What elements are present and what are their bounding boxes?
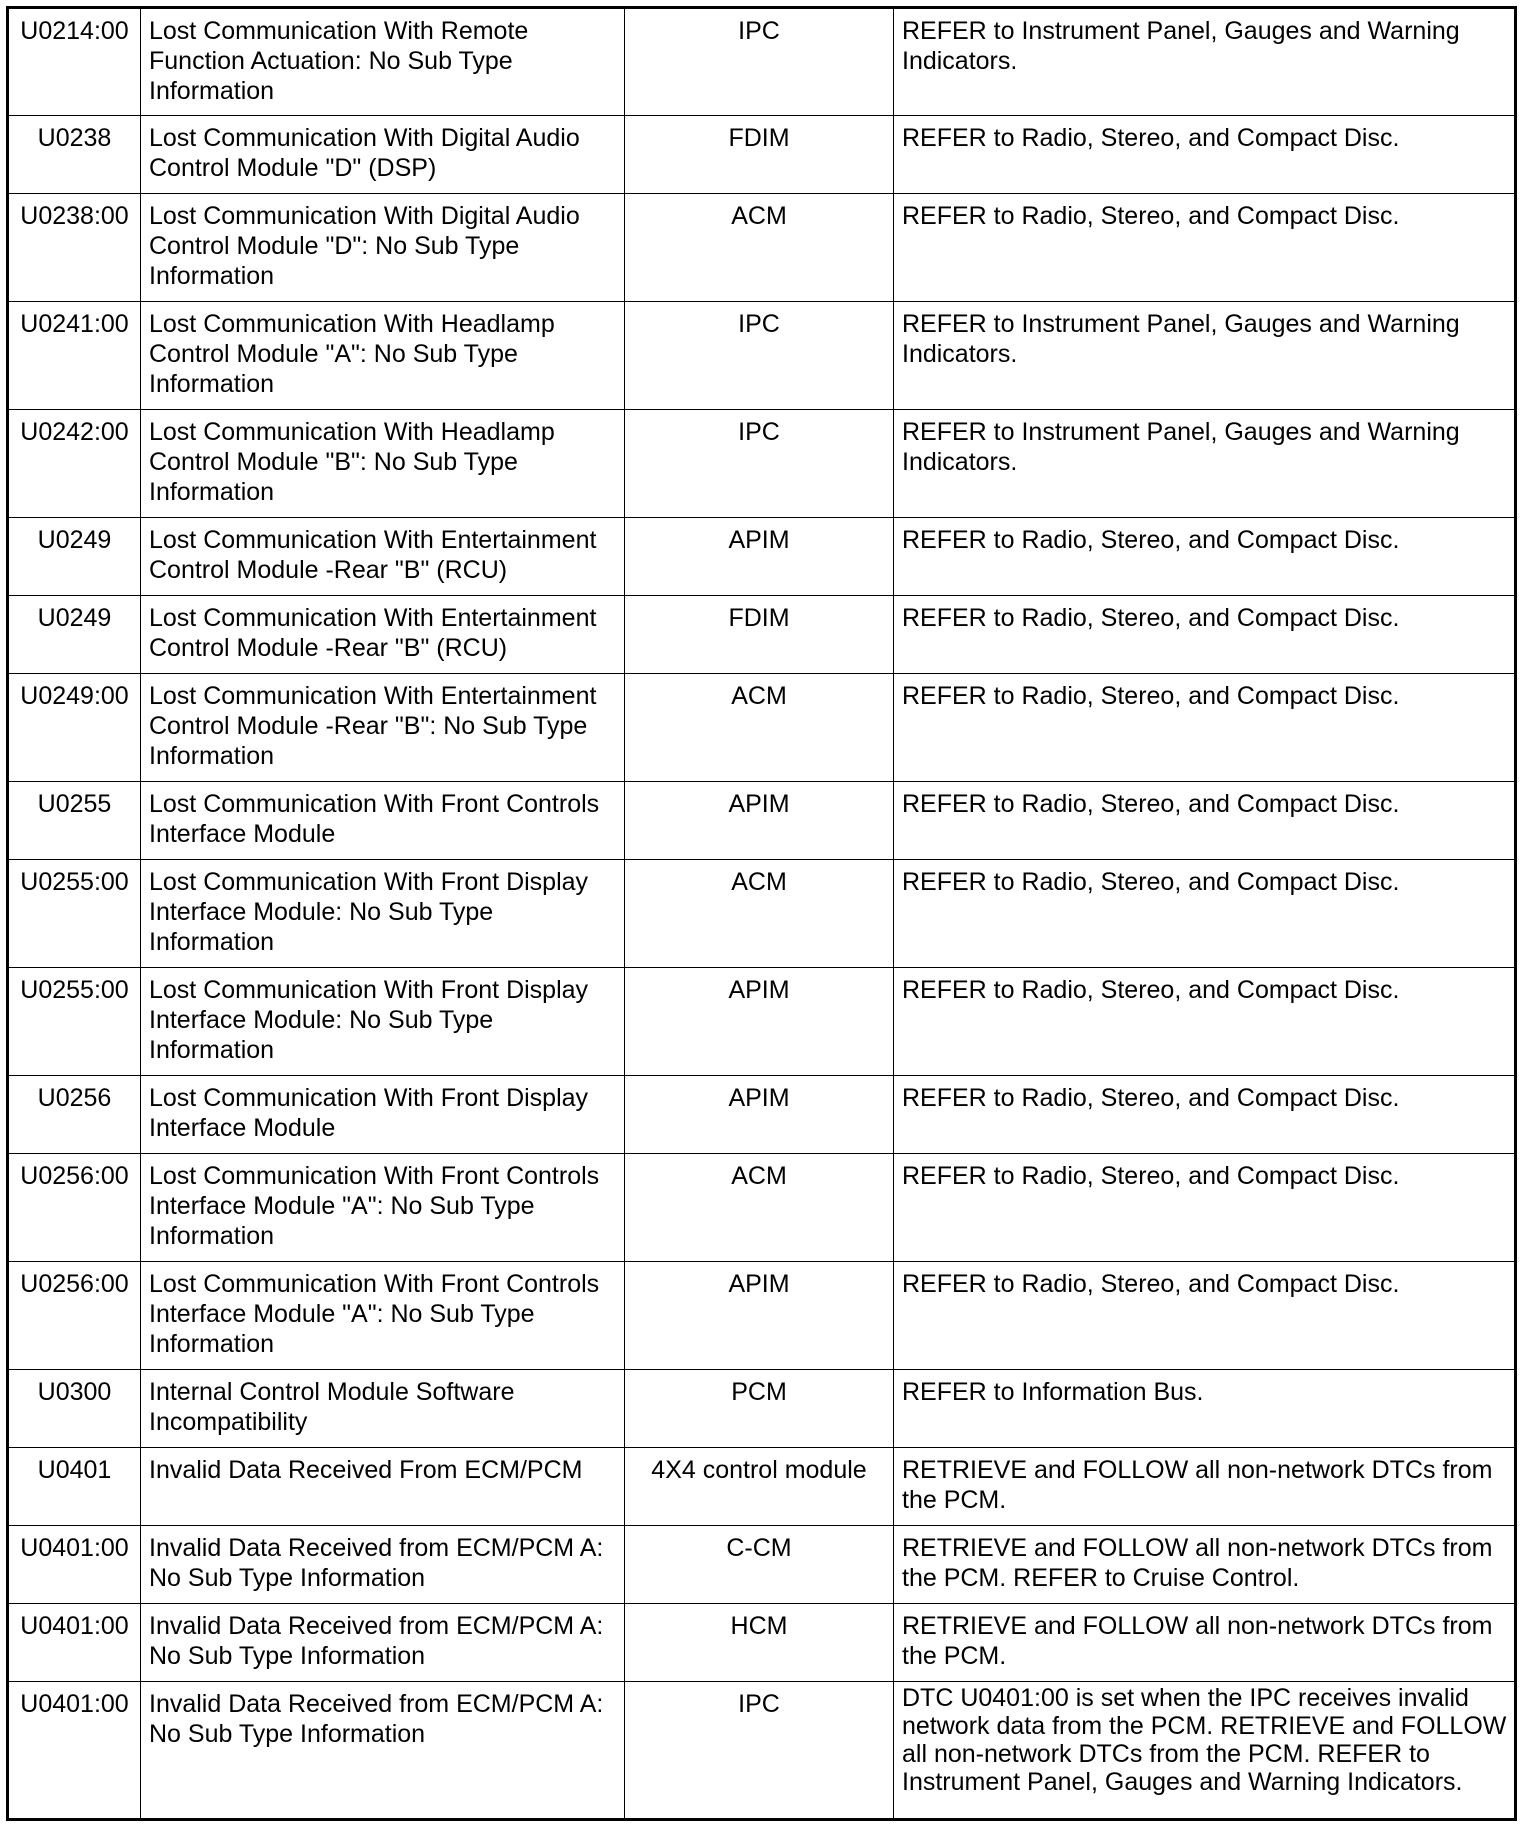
dtc-description-cell: Internal Control Module Software Incompatibility [141,1370,625,1448]
dtc-description-cell: Lost Communication With Front Display Interface Module [141,1076,625,1154]
dtc-description-cell: Lost Communication With Digital Audio Control Module "D": No Sub Type Information [141,194,625,302]
dtc-action-cell: REFER to Instrument Panel, Gauges and Warning Indicators. [894,8,1516,116]
table-row [8,8,1516,116]
table-row [8,410,1516,518]
table-row [8,1682,1516,1820]
dtc-description-cell: Lost Communication With Headlamp Control Module "A": No Sub Type Information [141,302,625,410]
dtc-module-cell: C-CM [625,1526,894,1604]
dtc-module-cell: PCM [625,1370,894,1448]
dtc-description-cell: Lost Communication With Digital Audio Control Module "D" (DSP) [141,116,625,194]
dtc-code-cell: U0256:00 [8,1154,141,1262]
dtc-action-cell: REFER to Radio, Stereo, and Compact Disc. [894,782,1516,860]
table-row [8,596,1516,674]
dtc-action-cell: REFER to Instrument Panel, Gauges and Warning Indicators. [894,410,1516,518]
dtc-code-cell: U0238 [8,116,141,194]
dtc-description-cell: Invalid Data Received From ECM/PCM [141,1448,625,1526]
dtc-action-cell: REFER to Instrument Panel, Gauges and Warning Indicators. [894,302,1516,410]
table-row [8,968,1516,1076]
dtc-module-cell: APIM [625,1262,894,1370]
dtc-action-cell: REFER to Radio, Stereo, and Compact Disc. [894,194,1516,302]
dtc-description-cell: Lost Communication With Front Display Interface Module: No Sub Type Information [141,968,625,1076]
dtc-code-cell: U0249:00 [8,674,141,782]
dtc-module-cell: FDIM [625,116,894,194]
table-row [8,1448,1516,1526]
dtc-description-cell: Lost Communication With Front Controls Interface Module "A": No Sub Type Information [141,1262,625,1370]
dtc-code-cell: U0255:00 [8,860,141,968]
dtc-description-cell: Lost Communication With Front Display Interface Module: No Sub Type Information [141,860,625,968]
dtc-module-cell: IPC [625,410,894,518]
dtc-action-cell: REFER to Radio, Stereo, and Compact Disc. [894,860,1516,968]
dtc-code-cell: U0401:00 [8,1526,141,1604]
dtc-table [6,6,1517,1821]
table-row [8,194,1516,302]
dtc-module-cell: 4X4 control module [625,1448,894,1526]
dtc-description-cell: Lost Communication With Entertainment Control Module -Rear "B": No Sub Type Information [141,674,625,782]
dtc-description-cell: Lost Communication With Headlamp Control Module "B": No Sub Type Information [141,410,625,518]
dtc-code-cell: U0256:00 [8,1262,141,1370]
dtc-code-cell: U0249 [8,596,141,674]
dtc-code-cell: U0214:00 [8,8,141,116]
dtc-description-cell: Invalid Data Received from ECM/PCM A: No Sub Type Information [141,1682,625,1820]
dtc-module-cell: FDIM [625,596,894,674]
dtc-code-cell: U0255:00 [8,968,141,1076]
dtc-module-cell: APIM [625,1076,894,1154]
dtc-code-cell: U0255 [8,782,141,860]
dtc-code-cell: U0242:00 [8,410,141,518]
dtc-action-cell: REFER to Radio, Stereo, and Compact Disc. [894,1154,1516,1262]
table-row [8,1370,1516,1448]
dtc-action-cell: REFER to Radio, Stereo, and Compact Disc. [894,596,1516,674]
dtc-description-cell: Lost Communication With Front Controls Interface Module [141,782,625,860]
table-row [8,116,1516,194]
dtc-action-cell: REFER to Radio, Stereo, and Compact Disc. [894,1076,1516,1154]
dtc-action-cell: REFER to Radio, Stereo, and Compact Disc. [894,674,1516,782]
dtc-code-cell: U0241:00 [8,302,141,410]
dtc-code-cell: U0401:00 [8,1604,141,1682]
dtc-description-cell: Lost Communication With Entertainment Control Module -Rear "B" (RCU) [141,518,625,596]
dtc-code-cell: U0401 [8,1448,141,1526]
dtc-module-cell: ACM [625,1154,894,1262]
table-row [8,1604,1516,1682]
table-row [8,518,1516,596]
table-row [8,1526,1516,1604]
table-row [8,1262,1516,1370]
dtc-action-cell: REFER to Radio, Stereo, and Compact Disc. [894,1262,1516,1370]
dtc-action-cell: RETRIEVE and FOLLOW all non-network DTCs from the PCM. [894,1604,1516,1682]
dtc-description-cell: Lost Communication With Front Controls Interface Module "A": No Sub Type Information [141,1154,625,1262]
dtc-description-cell: Lost Communication With Remote Function Actuation: No Sub Type Information [141,8,625,116]
dtc-table-body [8,8,1516,1820]
dtc-code-cell: U0300 [8,1370,141,1448]
dtc-module-cell: IPC [625,8,894,116]
dtc-action-cell: REFER to Radio, Stereo, and Compact Disc. [894,968,1516,1076]
dtc-code-cell: U0238:00 [8,194,141,302]
dtc-code-cell: U0256 [8,1076,141,1154]
table-row [8,782,1516,860]
dtc-action-cell: REFER to Radio, Stereo, and Compact Disc. [894,518,1516,596]
dtc-code-cell: U0249 [8,518,141,596]
dtc-description-cell: Invalid Data Received from ECM/PCM A: No Sub Type Information [141,1604,625,1682]
dtc-description-cell: Invalid Data Received from ECM/PCM A: No Sub Type Information [141,1526,625,1604]
dtc-module-cell: APIM [625,968,894,1076]
dtc-module-cell: HCM [625,1604,894,1682]
table-row [8,302,1516,410]
dtc-module-cell: ACM [625,860,894,968]
dtc-action-cell: DTC U0401:00 is set when the IPC receives invalid network data from the PCM. RETRIEVE and FOLLOW all non-network DTCs from the PCM. REFER to Instrument Panel, Gauges and Warning Indicators. [894,1682,1516,1820]
dtc-module-cell: IPC [625,302,894,410]
table-row [8,860,1516,968]
dtc-module-cell: IPC [625,1682,894,1820]
dtc-code-cell: U0401:00 [8,1682,141,1820]
dtc-action-cell: RETRIEVE and FOLLOW all non-network DTCs from the PCM. [894,1448,1516,1526]
dtc-module-cell: ACM [625,674,894,782]
dtc-action-cell: REFER to Radio, Stereo, and Compact Disc. [894,116,1516,194]
table-row [8,1076,1516,1154]
dtc-module-cell: ACM [625,194,894,302]
dtc-action-cell: REFER to Information Bus. [894,1370,1516,1448]
table-row [8,674,1516,782]
dtc-module-cell: APIM [625,518,894,596]
table-row [8,1154,1516,1262]
dtc-action-cell: RETRIEVE and FOLLOW all non-network DTCs from the PCM. REFER to Cruise Control. [894,1526,1516,1604]
dtc-description-cell: Lost Communication With Entertainment Control Module -Rear "B" (RCU) [141,596,625,674]
dtc-module-cell: APIM [625,782,894,860]
